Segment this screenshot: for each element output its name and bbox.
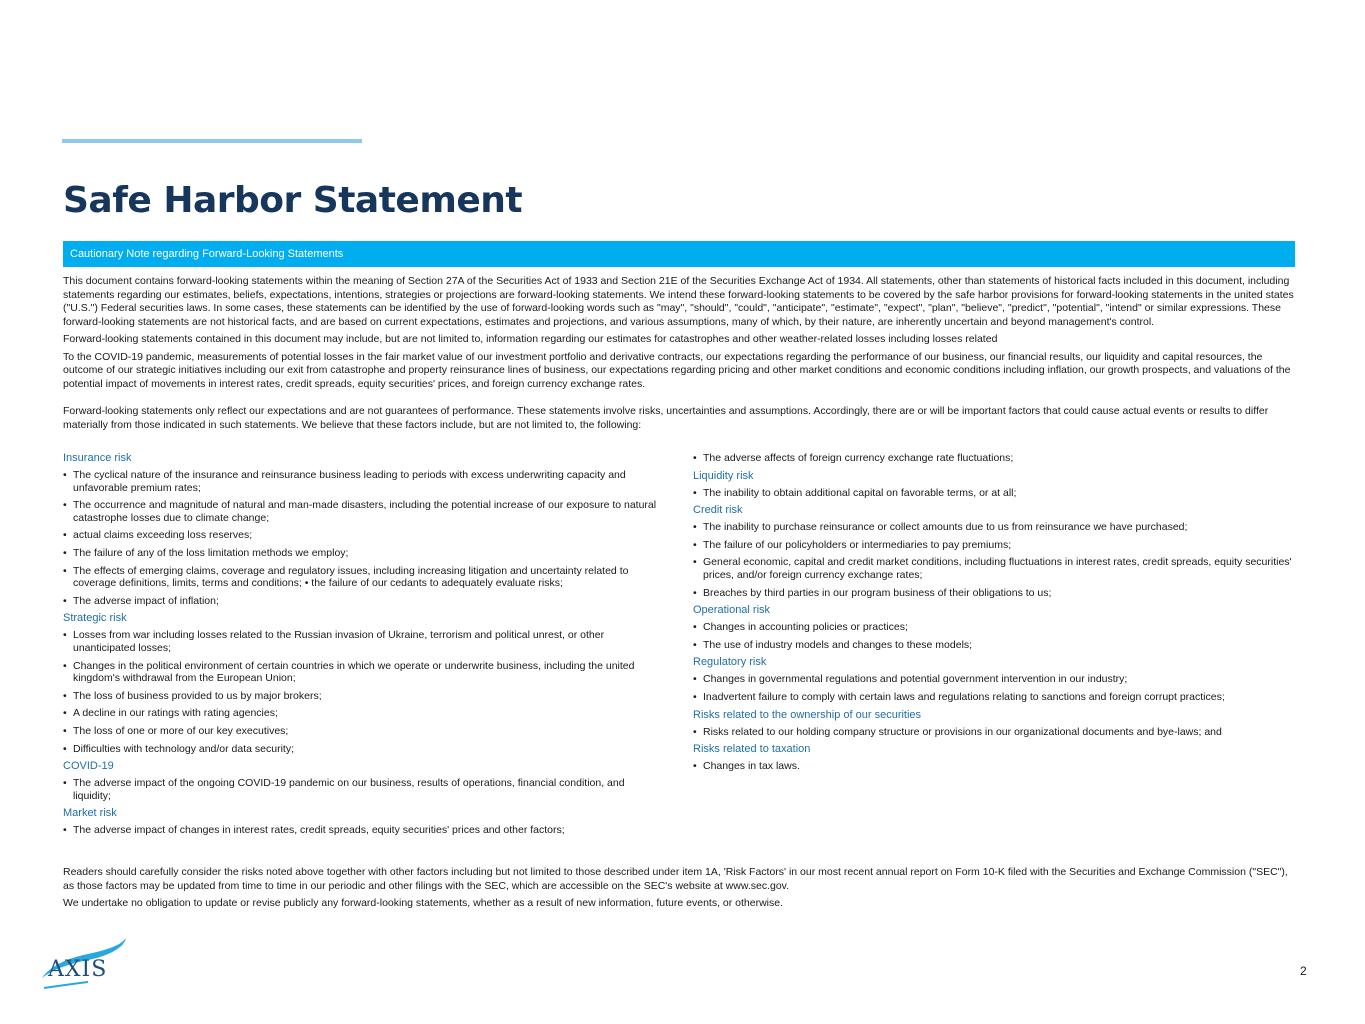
risk-heading-insurance-risk: Insurance risk <box>63 452 132 464</box>
risk-heading-operational-risk: Operational risk <box>693 604 771 617</box>
risk-heading-regulatory-risk: Regulatory risk <box>693 656 767 669</box>
risk-heading-strategic-risk: Strategic risk <box>63 612 127 625</box>
risk-list <box>693 760 1303 773</box>
list-item: • The inability to purchase reinsurance or collect amounts due to us from reinsurance we have purchased; <box>693 521 1303 534</box>
list-item: • Changes in accounting policies or practices; <box>693 621 1303 634</box>
risk-list <box>63 469 663 607</box>
accent-line <box>62 139 362 143</box>
list-item: • Changes in governmental regulations and potential government intervention in our industry; <box>693 673 1303 686</box>
risk-heading-market-risk: Market risk <box>63 807 117 820</box>
list-item: • The occurrence and magnitude of natural and man-made disasters, including the potential increase of our exposure to natural catastrophe losses due to climate change; <box>63 499 663 524</box>
list-item: • The adverse impact of changes in interest rates, credit spreads, equity securities' prices and other factors; <box>63 824 663 837</box>
risk-column-left <box>63 452 663 842</box>
list-item: • A decline in our ratings with rating agencies; <box>63 707 663 720</box>
section-banner: Cautionary Note regarding Forward-Looking Statements <box>63 241 1295 267</box>
risk-list <box>693 673 1303 703</box>
list-item: • Losses from war including losses related to the Russian invasion of Ukraine, terrorism and political unrest, or other unanticipated losses; <box>63 629 663 654</box>
list-item: • Inadvertent failure to comply with certain laws and regulations relating to sanctions and foreign corrupt practices; <box>693 691 1303 704</box>
page-title: Safe Harbor Statement <box>63 180 523 221</box>
intro-paragraph-2: Forward-looking statements contained in this document may include, but are not limited to, information regarding our estimates for catastrophes and other weather-related losses including losses related <box>63 333 998 345</box>
risk-list <box>63 629 663 755</box>
risk-list <box>693 726 1303 739</box>
list-item: • Breaches by third parties in our program business of their obligations to us; <box>693 587 1303 600</box>
list-item: • The adverse affects of foreign currency exchange rate fluctuations; <box>693 452 1303 465</box>
list-item: • The inability to obtain additional capital on favorable terms, or at all; <box>693 487 1303 500</box>
list-item: • The loss of one or more of our key executives; <box>63 725 663 738</box>
intro-text <box>63 275 1295 436</box>
list-item: • The adverse impact of the ongoing COVID-19 pandemic on our business, results of operations, financial condition, and liquidity; <box>63 777 663 802</box>
list-item: • The cyclical nature of the insurance and reinsurance business leading to periods with excess underwriting capacity and unfavorable premium rates; <box>63 469 663 494</box>
closing-text <box>63 866 1295 915</box>
risk-list <box>693 521 1303 599</box>
risk-heading-covid-19: COVID-19 <box>63 760 114 773</box>
intro-paragraph-4: Forward-looking statements only reflect our expectations and are not guarantees of performance. These statements involve risks, uncertainties and assumptions. Accordingly, there are or will be important factors that could cause actual events or results to differ materially from those indicated in such statements. We believe that these factors include, but are not limited to, the following: <box>63 405 1269 431</box>
risk-list <box>693 487 1303 500</box>
risk-heading-credit-risk: Credit risk <box>693 504 743 517</box>
list-item: • The loss of business provided to us by major brokers; <box>63 690 663 703</box>
list-item: • The adverse impact of inflation; <box>63 595 663 608</box>
list-item: • actual claims exceeding loss reserves; <box>63 529 663 542</box>
list-item: • The use of industry models and changes to these models; <box>693 639 1303 652</box>
risk-list <box>63 777 663 802</box>
risk-list <box>693 621 1303 651</box>
list-item: • General economic, capital and credit market conditions, including fluctuations in interest rates, credit spreads, equity securities' prices, and/or foreign currency exchange rates; <box>693 556 1303 581</box>
intro-paragraph-3: To the COVID-19 pandemic, measurements of potential losses in the fair market value of our investment portfolio and derivative contracts, our expectations regarding the performance of our business, our financial results, our liquidity and capital resources, the outcome of our strategic initiatives including our exit from catastrophe and property reinsurance lines of business, our expectations regarding pricing and other market conditions and economic conditions including inflation, our growth prospects, and valuations of the potential impact of movements in interest rates, credit spreads, equity securities' prices, and foreign currency exchange rates. <box>63 350 1291 390</box>
risk-heading-risks-related-to-the-ownership-of-our-securities: Risks related to the ownership of our securities <box>693 708 922 721</box>
logo-wordmark: AXIS <box>48 957 108 982</box>
list-item: • The failure of any of the loss limitation methods we employ; <box>63 547 663 560</box>
list-item: • Changes in tax laws. <box>693 760 1303 773</box>
risk-column-right <box>693 452 1303 778</box>
intro-paragraph-1: This document contains forward-looking statements within the meaning of Section 27A of the Securities Act of 1933 and Section 21E of the Securities Exchange Act of 1934. All statements, other than statements of historical facts included in this document, including statements regarding our estimates, beliefs, expectations, intentions, strategies or projections are forward-looking statements. We intend these forward-looking statements to be covered by the safe harbor provisions for forward-looking statements in the united states ("U.S.") Federal securities laws. In some cases, these statements can be identified by the use of forward-looking words such as "may", "should", "could", "anticipate", "estimate", "expect", "plan", "believe", "predict", "potential", "intend" or similar expressions. These forward-looking statements are not historical facts, and are based on current expectations, estimates and projections, and various assumptions, many of which, by their nature, are inherently uncertain and beyond management's control. <box>63 275 1294 328</box>
closing-paragraph-1: Readers should carefully consider the risks noted above together with other factors including but not limited to those described under item 1A, 'Risk Factors' in our most recent annual report on Form 10-K filed with the Securities and Exchange Commission ("SEC"), as those factors may be updated from time to time in our periodic and other filings with the SEC, which are accessible on the SEC's website at www.sec.gov. <box>63 866 1288 892</box>
list-item: • Difficulties with technology and/or data security; <box>63 743 663 756</box>
list-item: • The effects of emerging claims, coverage and regulatory issues, including increasing litigation and uncertainty related to coverage definitions, limits, terms and conditions; • the failure of our cedants to adequately evaluate risks; <box>63 565 663 590</box>
risk-list <box>63 824 663 837</box>
list-item: • Changes in the political environment of certain countries in which we operate or underwrite business, including the united kingdom's withdrawal from the European Union; <box>63 660 663 685</box>
page-number: 2 <box>1300 964 1307 978</box>
closing-paragraph-2: We undertake no obligation to update or revise publicly any forward-looking statements, whether as a result of new information, future events, or otherwise. <box>63 897 784 909</box>
list-item: • Risks related to our holding company structure or provisions in our organizational documents and bye-laws; and <box>693 726 1303 739</box>
risk-heading-liquidity-risk: Liquidity risk <box>693 469 754 482</box>
axis-logo <box>38 934 130 994</box>
list-item: • The failure of our policyholders or intermediaries to pay premiums; <box>693 539 1303 552</box>
risk-list <box>693 452 1303 465</box>
risk-heading-risks-related-to-taxation: Risks related to taxation <box>693 743 811 756</box>
